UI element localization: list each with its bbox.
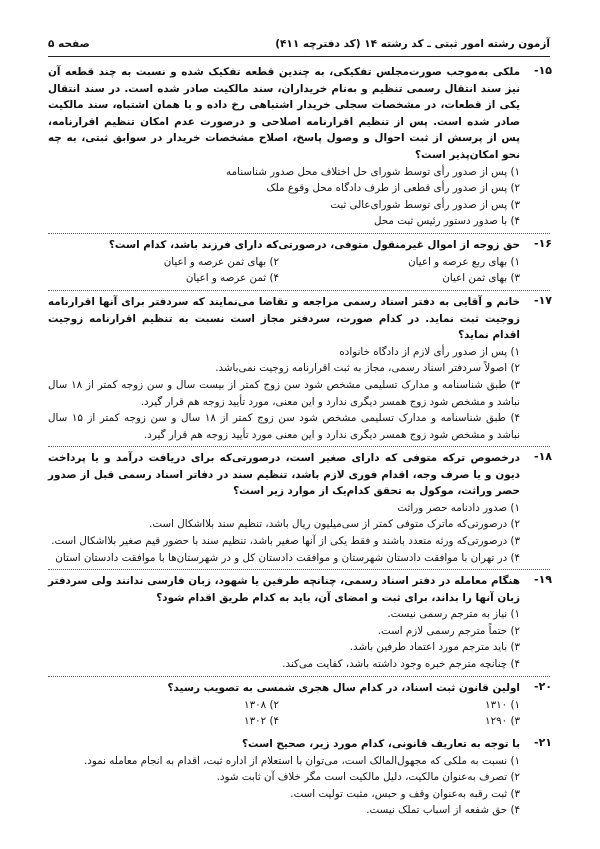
option-1: ۱) پس از صدور رأی لازم از دادگاه خانواده	[339, 345, 520, 358]
page-header	[48, 34, 550, 54]
question-number: -۲۱	[534, 736, 552, 749]
question-stem: اولین قانون ثبت اسناد، در کدام سال هجری شمسی به تصویب رسید؟	[167, 682, 520, 694]
question-stem: حق زوجه از اموال غیرمنقول متوفی، درصورتی‌که دارای فرزند باشد، کدام است؟	[108, 239, 520, 251]
option-4: ۴) حق شفعه از اسباب تملک نیست.	[366, 804, 520, 817]
option-1: ۱) بهای ربع عرصه و اعیان	[408, 255, 520, 268]
option-2: ۲) پس از صدور رأی قطعی از طرف دادگاه محل وقوع ملک	[266, 182, 520, 195]
question-number: -۱۹	[534, 573, 552, 586]
option-4: ۴) ثمن عرصه و اعیان	[185, 272, 279, 285]
question-stem: هنگام معامله در دفتر اسناد رسمی، چنانچه طرفین یا شهود، زبان فارسی ندانند ولی سردفتر زبان آنها را بداند، برای ثبت و امضای آن، باید به کدام طریق اقدام شود؟	[48, 575, 520, 604]
option-3: ۳) درصورتی‌که ورثه متعدد باشند و فقط یکی از آنها صغیر باشد، تنظیم سند با حضور قیم صغیر بلااشکال است.	[51, 535, 520, 548]
option-3: ۳) ۱۲۹۰	[485, 715, 520, 728]
option-3: ۳) طبق شناسنامه و مدارک تسلیمی مشخص شود سن زوج کمتر از بیست سال و سن زوجه کمتر از ۱۸ سال نباشد و مشخص شود زوج همسر دیگری ندارد و این معنی، مورد تأیید زوجه هم قرار گیرد.	[48, 379, 520, 408]
option-1: ۱) نیاز به مترجم رسمی نیست.	[387, 608, 520, 621]
option-4: ۴) در تهران با موافقت دادستان شهرستان و موافقت دادستان کل و در شهرستان‌ها با موافقت دادستان استان	[55, 551, 520, 564]
question-stem: خانم و آقایی به دفتر اسناد رسمی مراجعه و تقاضا می‌نمایند که سردفتر برای آنها اقرارنامه زوجیت ثبت نماید. در کدام صورت، سردفتر مجاز است نسبت به تنظیم اقرارنامه زوجیت اقدام نماید؟	[48, 296, 520, 342]
option-2: ۲) درصورتی‌که ماترک متوفی کمتر از سی‌میلیون ریال باشد، تنظیم سند بلااشکال است.	[149, 518, 520, 531]
question-number: -۱۶	[534, 237, 552, 250]
option-3: ۳) بهای ثمن اعیان	[442, 272, 520, 285]
option-4: ۴) چنانچه مترجم خبره وجود داشته باشد، کفایت می‌کند.	[282, 658, 520, 671]
option-1: ۱) ۱۳۱۰	[485, 698, 520, 711]
question-number: -۱۸	[534, 450, 552, 463]
header-title: آزمون رشته امور ثبتی ـ کد رشته ۱۴ (کد دفترچه ۴۱۱)	[275, 38, 550, 50]
option-2: ۲) بهای ثمن عرصه و اعیان	[163, 255, 279, 268]
options-grid	[48, 697, 520, 730]
question-divider	[48, 290, 550, 291]
question-divider	[48, 569, 550, 570]
question-18	[48, 450, 550, 566]
option-1: ۱) صدور دادنامه حصر وراثت	[397, 501, 520, 514]
question-number: -۱۷	[534, 294, 552, 307]
question-divider	[48, 446, 550, 447]
question-16	[48, 237, 550, 287]
option-1: ۱) نسبت به ملکی که مجهول‌المالک است، می‌توان با استعلام از اداره ثبت، اقدام به انجام معامله نمود.	[84, 754, 520, 767]
question-stem: درخصوص ترکه متوفی که دارای صغیر است، درصورتی‌که برای دریافت درآمد و یا پرداخت دیون و یا صرف وجه، اقدام فوری لازم باشد، تنظیم سند در دفاتر اسناد رسمی قبل از صدور حصر وراثت، موکول به تحقق کدام‌یک از موارد زیر است؟	[48, 452, 520, 498]
question-15	[48, 64, 550, 230]
option-4: ۴) ۱۳۰۲	[244, 715, 279, 728]
option-2: ۲) ۱۳۰۸	[244, 698, 279, 711]
header-page-number: صفحه ۵	[48, 38, 90, 50]
header-divider	[48, 56, 550, 57]
option-3: ۳) باید مترجم مورد اعتماد طرفین باشد.	[349, 641, 520, 654]
options-grid	[48, 254, 520, 287]
question-19	[48, 573, 550, 673]
option-1: ۱) پس از صدور رأی توسط شورای حل اختلاف محل صدور شناسنامه	[226, 165, 520, 178]
question-number: -۱۵	[534, 64, 552, 77]
option-4: ۴) طبق شناسنامه و مدارک تسلیمی مشخص شود سن زوج کمتر از ۱۸ سال و سن زوجه کمتر از ۱۵ سال نباشد و مشخص شود زوج همسر دیگری ندارد و این معنی مورد تأیید زوجه هم قرار گیرد.	[48, 412, 520, 441]
option-2: ۲) تصرف به‌عنوان مالکیت، دلیل مالکیت است مگر خلاف آن ثابت شود.	[216, 771, 520, 784]
question-number: -۲۰	[534, 680, 552, 693]
question-21	[48, 736, 550, 819]
question-17	[48, 294, 550, 443]
option-2: ۲) حتماً مترجم رسمی لازم است.	[377, 624, 520, 637]
question-divider	[48, 676, 550, 677]
question-divider	[48, 233, 550, 234]
question-20	[48, 680, 550, 730]
option-4: ۴) با صدور دستور رئیس ثبت محل	[373, 215, 520, 228]
question-stem: ملکی به‌موجب صورت‌مجلس تفکیکی، به چندین قطعه تفکیک شده و نسبت به چند قطعه آن نیز سند انتقال رسمی تنظیم و به‌نام خریداران، سند مالکیت صادر شده است. در سند انتقال یکی از قطعات، در مشخصات سجلی خریدار اشتباهی رخ داده و با همان اشتباه، سند مالکیت صادر شده است. پس از تنظیم اقرارنامه اصلاحی و درصورت عدم امکان تنظیم اقرارنامه، پس از پرسش از ثبت احوال و وصول پاسخ، اصلاح مشخصات خریدار در سوابق ثبتی، به چه نحو امکان‌پذیر است؟	[48, 66, 520, 162]
option-3: ۳) ثبت رقبه به‌عنوان وقف و حبس، مثبت تولیت است.	[290, 787, 520, 800]
option-2: ۲) اصولاً سردفتر اسناد رسمی، مجاز به ثبت اقرارنامه زوجیت نمی‌باشد.	[215, 362, 520, 375]
option-3: ۳) پس از صدور رأی توسط شورای‌عالی ثبت	[330, 198, 520, 211]
question-stem: با توجه به تعاریف قانونی، کدام مورد زیر، صحیح است؟	[241, 738, 520, 750]
